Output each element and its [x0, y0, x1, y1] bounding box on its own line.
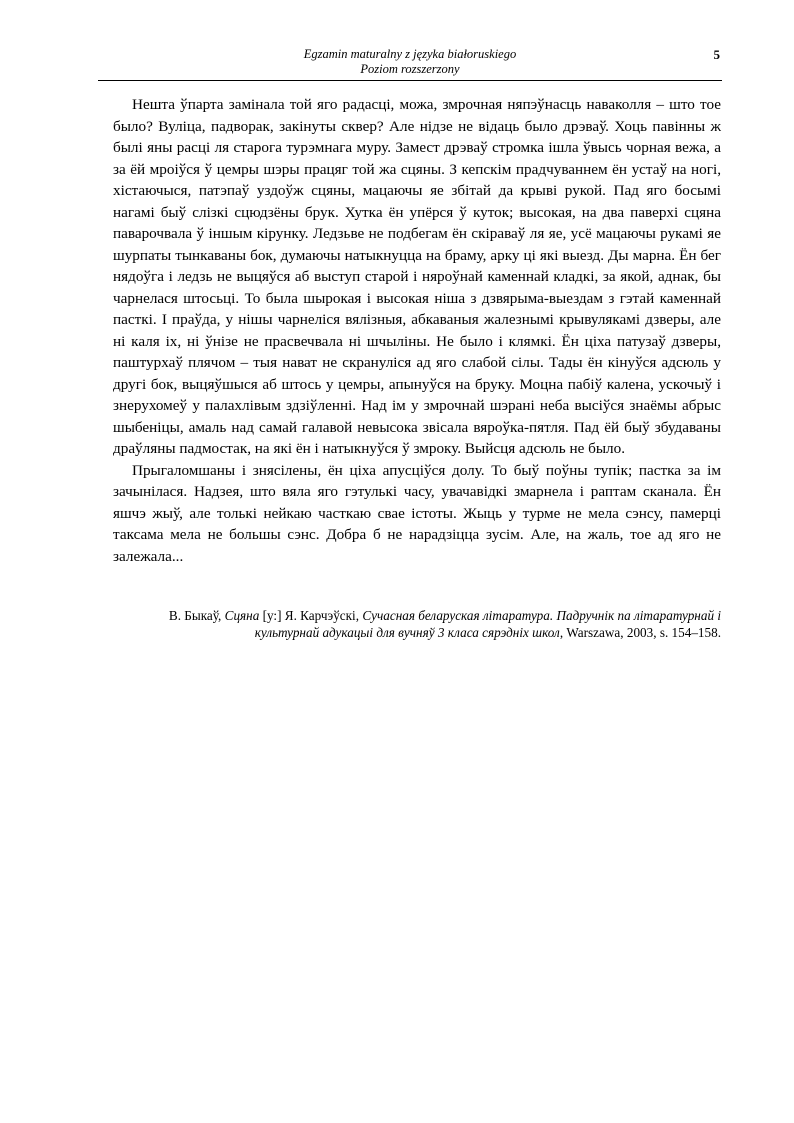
- citation-book: Сучасная беларуская літаратура. Падручнік па літаратурнай і культурнай адукацыі для вучняў 3 класа сярэдніх школ: [254, 608, 721, 640]
- citation-work: Сцяна: [224, 608, 260, 623]
- page-header: [98, 47, 722, 81]
- literary-excerpt: [113, 94, 721, 567]
- citation-author: В. Быкаў,: [168, 608, 225, 623]
- header-title: Egzamin maturalny z języka białoruskiego: [303, 47, 517, 61]
- paragraph-2: Прыгаломшаны і знясілены, ён ціха апусціўся долу. То быў поўны тупік; пастка за ім зачынілася. Надзея, што вяла яго гэтулькі часу, увачавідкі змарнела і раптам сканала. Ён яшчэ жыў, але толькі нейкаю часткаю свае істоты. Жыць у турме не мела сэнсу, памерці таксама мела не большы сэнс. Добра б не нарадзіцца зусім. Але, на жаль, тое ад яго не залежала...: [113, 461, 721, 565]
- header-lines: [98, 47, 722, 77]
- source-citation: [113, 608, 721, 641]
- page-number: 5: [713, 47, 720, 62]
- header-subtitle: Poziom rozszerzony: [360, 62, 460, 76]
- citation-publisher: , Warszawa, 2003, s. 154–158.: [559, 624, 721, 640]
- citation-in-prefix: [у:] Я. Карчэўскі,: [259, 608, 363, 623]
- paragraph-1: Нешта ўпарта замінала той яго радасці, можа, змрочная няпэўнасць наваколля – што тое было? Вуліца, падворак, закінуты сквер? Але нідзе не відаць было дрэваў. Хоць павінны ж былі яны расці ля старога турэмнага муру. Замест дрэваў стромка ішла ўвысь чорная вежа, а за ёй мроіўся ў цемры шэры працяг той жа сцяны. З кепскім прадчуваннем ён устаў на ногі, хістаючыся, патэпаў уздоўж сцяны, мацаючы яе збітай да крыві рукой. Пад яго босымі нагамі быў слізкі сцюдзёны брук. Хутка ён упёрся ў куток; высокая, на два паверхі сцяна паварочвала ў іншым кірунку. Ледзьве не подбегам ён скіраваў ля яе, усё мацаючы рукамі яе шурпаты тынкаваны бок, думаючы натыкнуцца на браму, арку ці які выезд. Ды марна. Ён бег нядоўга і ледзь не выцяўся аб выступ старой і няроўнай каменнай кладкі, за якой, аднак, бы чарнелася штосьці. То была шырокая і высокая ніша з дзвярыма-выездам з гэтай каменнай пасткі. І праўда, у нішы чарнеліся вялізныя, абкаваныя жалезнымі крывулякамі дзверы, але ні каля іх, ні ўнізе не прасвечвала ні шчыліны. Не было і клямкі. Ён ціха патузаў дзверы, паштурхаў плячом – тыя нават не скрануліся ад яго слабой сілы. Тады ён кінуўся адсюль у другі бок, выцяўшыся аб штось у цемры, апынуўся на бруку. Моцна пабіў калена, ускочыў і знерухомеў у палахлівым здзіўленні. Над ім у змрочнай шэрані неба высіўся знаёмы абрыс шыбеніцы, амаль над самай галавой невысока звісала вяроўка-пятля. Пад ёй быў збудаваны драўляны падмостак, на які ён і натыкнуўся ў змроку. Выйсця адсюль не было.: [113, 96, 721, 457]
